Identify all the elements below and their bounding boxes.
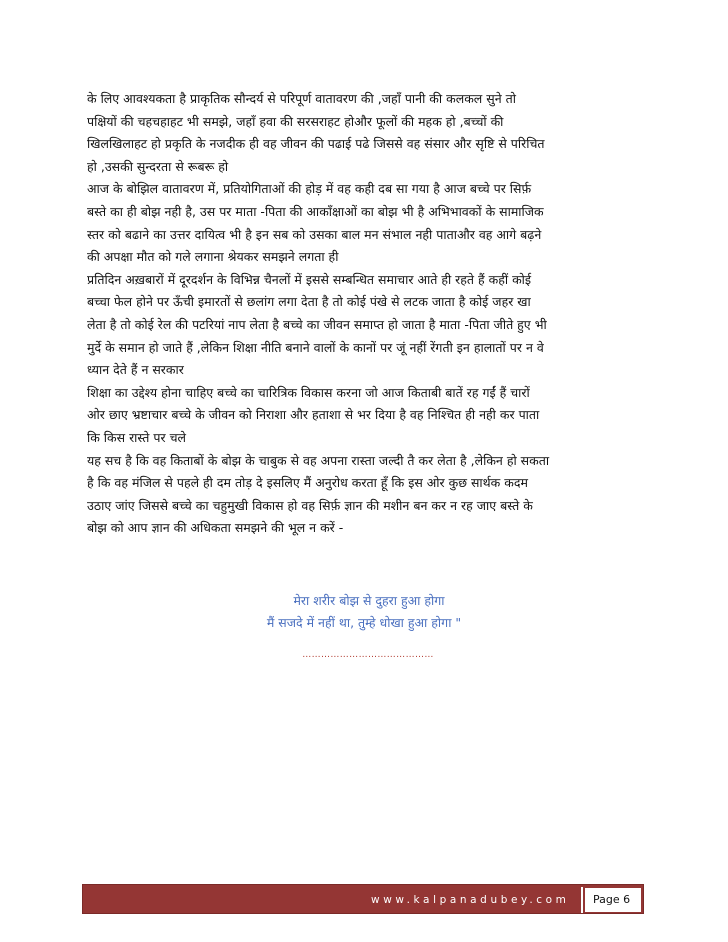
body-line: के लिए आवश्यकता है प्राकृतिक सौन्दर्य से परिपूर्ण वातावरण की ,जहाँ पानी की कलकल सुने तो [87, 91, 516, 106]
body-line: उठाए जांए जिससे बच्चे का चहुमुखी विकास हो वह सिर्फ़ ज्ञान की मशीन बन कर न रह जाए बस्ते के [87, 497, 533, 513]
body-line: आज के बोझिल वातावरण में, प्रतियोगिताओं की होड़ में वह कही दब सा गया है आज बच्चे पर सिर्फ़ [87, 181, 532, 197]
dotted-separator: …………………………………… [302, 650, 434, 660]
body-line: बोझ को आप ज्ञान की अधिकता समझने की भूल न करें - [87, 520, 344, 536]
body-line: प्रतिदिन अख़बारों में दूरदर्शन के विभिन्न चैनलों में इससे सम्बन्धित समाचार आते ही रहते हैं कहीं कोई [87, 271, 532, 287]
body-line: स्तर को बढाने का उत्तर दायित्व भी है इन सब को उसका बाल मन संभाल नही पाताऔर वह आगे बढ़ने [87, 226, 542, 242]
body-line: ध्यान देते हैं न सरकार [87, 362, 184, 378]
body-line: बच्चा फेल होने पर ऊँची इमारतों से छलांग लगा देता है तो कोई पंखे से लटक जाता है कोई जहर खा [87, 294, 531, 310]
body-line: ओर छाए भ्रष्टाचार बच्चे के जीवन को निराशा और हताशा से भर दिया है वह निश्चित ही नही कर पाता [87, 407, 540, 423]
body-line: बस्ते का ही बोझ नही है, उस पर माता -पिता की आकाँक्षाओं का बोझ भी है अभिभावकों के सामाजिक [87, 203, 544, 219]
body-line: की अपक्षा मौत को गले लगाना श्रेयकर समझने लगता ही [87, 249, 339, 265]
footer-website-link[interactable]: www.kalpanadubey.com [371, 894, 570, 906]
body-line: पक्षियों की चहचहाहट भी समझे, जहाँ हवा की सरसराहट होऔर फूलों की महक हो ,बच्चों की [87, 113, 504, 129]
body-line: लेता है तो कोई रेल की पटरियां नाप लेता है बच्चे का जीवन समाप्त हो जाता है माता -पिता जीते हुए भी [87, 316, 547, 332]
poem-couplet [0, 590, 728, 634]
body-line: शिक्षा का उद्देश्य होना चाहिए बच्चे का चारित्रिक विकास करना जो आज किताबी बातें रह गईं हैं चारों [87, 384, 530, 400]
body-line: कि किस रास्ते पर चले [87, 429, 186, 445]
body-line: है कि वह मंजिल से पहले ही दम तोड़ दे इसलिए मैं अनुरोध करता हूँ कि इस ओर कुछ सार्थक कदम [87, 475, 528, 491]
body-line: मुर्दे के समान हो जाते हैं ,लेकिन शिक्षा नीति बनाने वालों के कानों पर जूं नहीं रेंगती इन हालातों पर न वे [87, 339, 544, 355]
page-number: Page 6 [585, 888, 641, 912]
article-body [87, 88, 647, 540]
body-line: हो ,उसकी सुन्दरता से रूबरू हो [87, 158, 229, 174]
footer-divider [581, 887, 583, 913]
poem-line-1: मेरा शरीर बोझ से दुहरा हुआ होगा [293, 593, 445, 608]
poem-line-2: मैं सजदे में नहीं था, तुम्हे धोखा हुआ होगा " [266, 615, 462, 630]
body-line: यह सच है कि वह किताबों के बोझ के चाबुक से वह अपना रास्ता जल्दी तै कर लेता है ,लेकिन हो सकता [87, 452, 550, 468]
page-footer [82, 884, 644, 914]
body-line: खिलखिलाहट हो प्रकृति के नजदीक ही वह जीवन की पढाई पढे जिससे वह संसार और सृष्टि से परिचित [87, 136, 545, 152]
